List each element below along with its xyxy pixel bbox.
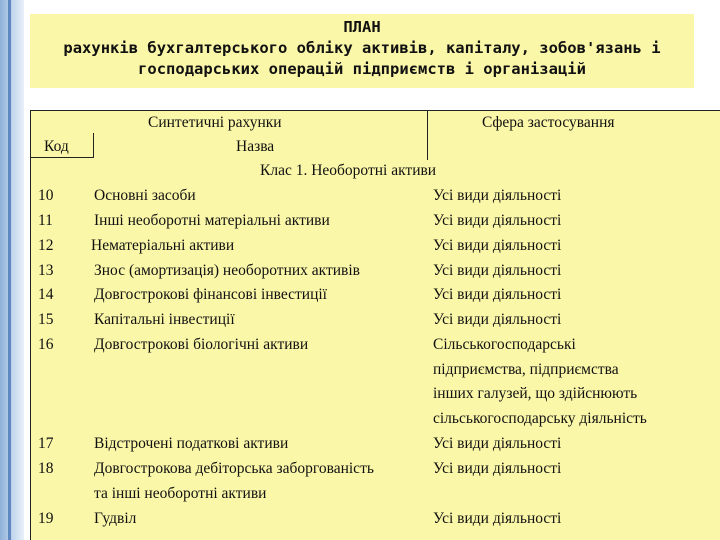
row-code: 17 [38,435,54,452]
slide-frame-line [8,0,11,540]
row-code: 13 [38,262,54,279]
row-scope: Усі види діяльності [433,460,562,477]
row-code: 14 [38,286,54,303]
table-left-border [30,110,31,540]
code-header-bottom-border [30,157,93,158]
row-scope: Усі види діяльності [433,311,562,328]
class-title: Клас 1. Необоротні активи [260,162,437,179]
row-name: Довгострокові біологічні активи [94,336,309,353]
row-code: 18 [38,460,54,477]
row-name: Основні засоби [94,187,196,204]
row-name: Гудвіл [94,510,137,527]
header-name: Назва [236,138,275,155]
row-code: 19 [38,510,54,527]
row-code: 10 [38,187,54,204]
row-scope: Усі види діяльності [433,435,562,452]
table-top-border [30,110,720,111]
header-code: Код [44,138,69,155]
title-line-2: рахунків бухгалтерського обліку активів, капіталу, зобов'язань і [63,39,661,57]
header-synthetic-accounts: Синтетичні рахунки [148,114,282,131]
row-name: Капітальні інвестиції [94,311,235,328]
code-column-divider [93,133,94,158]
slide-frame-left [0,0,24,540]
row-code: 16 [38,336,54,353]
row-name-continued: та інші необоротні активи [94,485,267,502]
title-line-3: господарських операцій підприємств і організацій [138,60,586,78]
row-code: 12 [38,237,54,254]
row-scope-continued: підприємства, підприємства [433,361,619,378]
row-scope: Усі види діяльності [433,286,562,303]
title-box [30,14,694,88]
scope-column-divider [427,110,428,160]
row-scope-continued: інших галузей, що здійснюють [433,385,638,402]
row-scope: Усі види діяльності [433,510,562,527]
row-scope-continued: сільськогосподарську діяльність [433,410,647,427]
header-scope: Сфера застосування [482,114,615,131]
row-name: Довгострокові фінансові інвестиції [94,286,327,303]
row-scope: Усі види діяльності [433,262,562,279]
title-plan: ПЛАН [343,18,381,36]
row-name: Знос (амортизація) необоротних активів [94,262,360,279]
accounts-table [30,110,720,540]
row-scope: Усі види діяльності [433,212,562,229]
row-name: Довгострокова дебіторська заборгованість [94,460,374,477]
row-scope: Усі види діяльності [433,187,562,204]
row-name: Інші необоротні матеріальні активи [94,212,330,229]
row-code: 15 [38,311,54,328]
row-scope: Усі види діяльності [433,237,562,254]
row-scope: Сільськогосподарські [433,336,576,353]
row-name: Нематеріальні активи [91,237,235,254]
row-name: Відстрочені податкові активи [94,435,289,452]
row-code: 11 [38,212,53,229]
